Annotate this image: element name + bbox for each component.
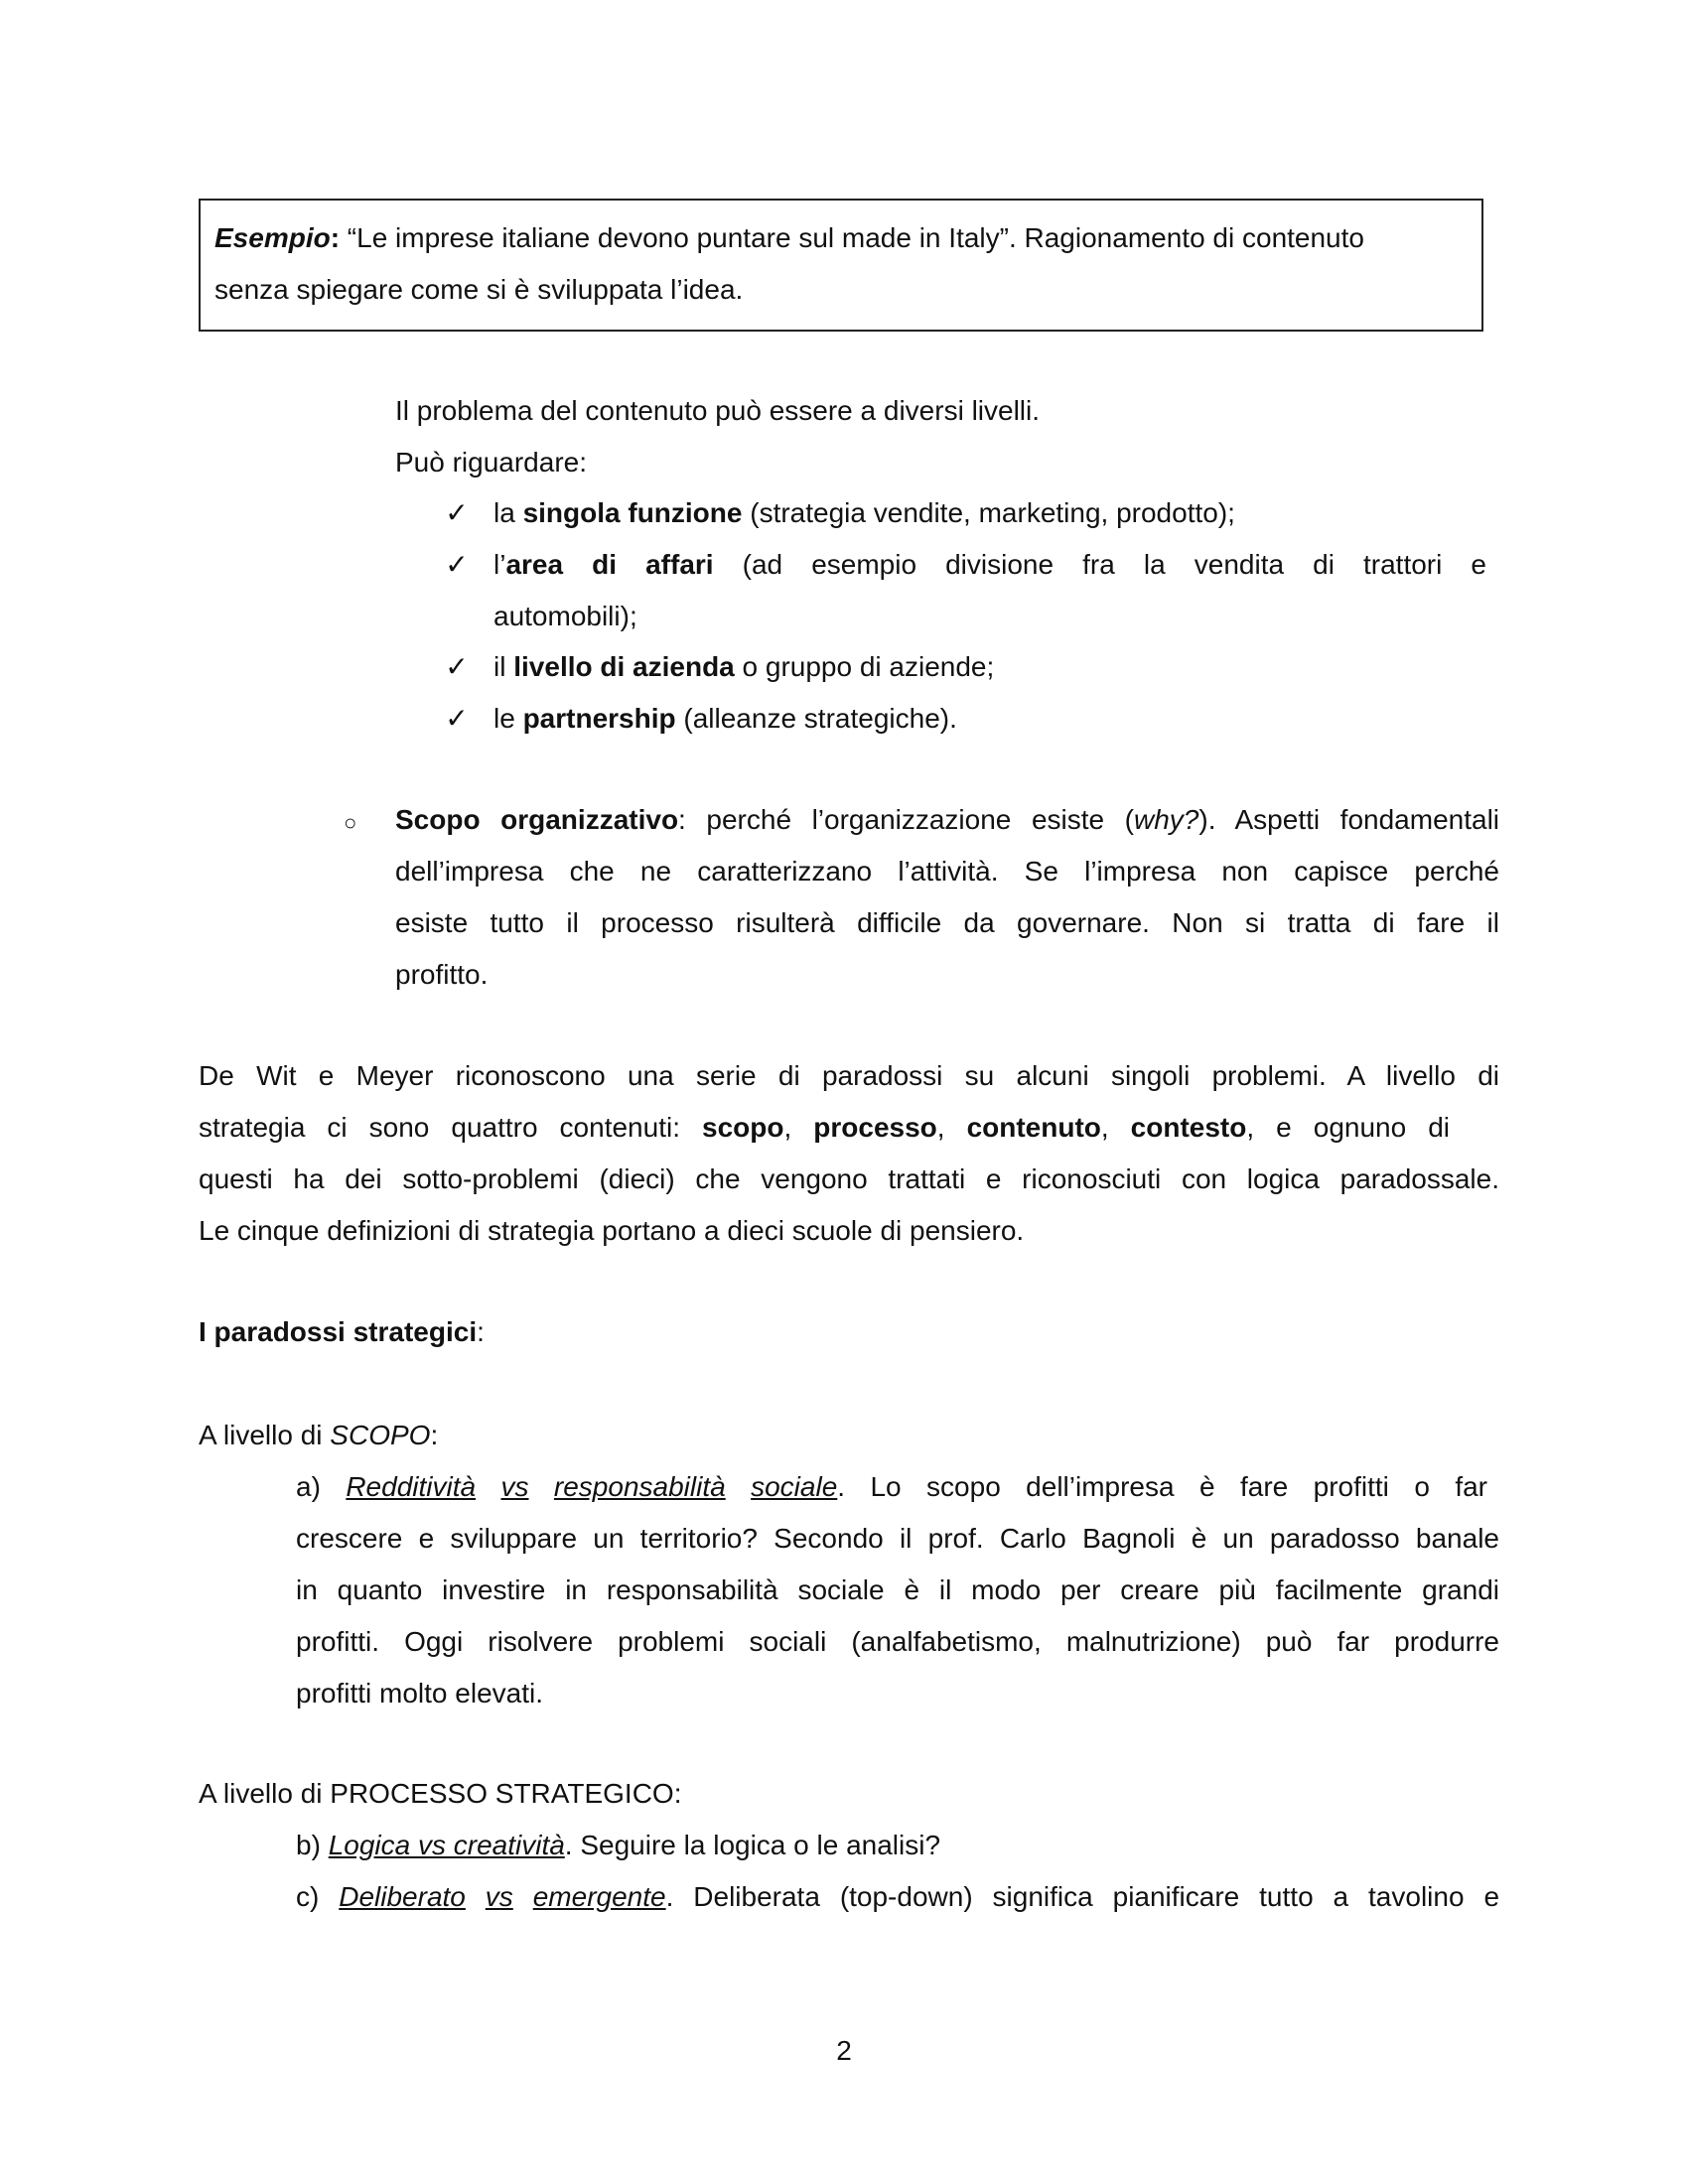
problem-lead: Può riguardare:: [395, 447, 588, 478]
checkmark-icon: ✓: [445, 651, 469, 682]
page-number: 2: [836, 2035, 852, 2066]
checkmark-icon: ✓: [445, 703, 469, 734]
example-line-2: senza spiegare come si è sviluppata l’idea.: [214, 274, 744, 305]
list-item: ✓ le partnership (alleanze strategiche).: [442, 693, 1494, 745]
example-label: Esempio: [214, 222, 331, 253]
scopo-level-heading: A livello di SCOPO:: [199, 1420, 439, 1450]
paradox-c: c) Deliberato vs emergente. Deliberata (top-down) significa pianificare tutto a tavolino e: [296, 1881, 1500, 1912]
processo-level-heading: A livello di PROCESSO STRATEGICO:: [199, 1778, 682, 1809]
example-box: [199, 199, 1483, 332]
problem-intro: Il problema del contenuto può essere a diversi livelli.: [395, 395, 1041, 426]
paradox-b: b) Logica vs creatività. Seguire la logica o le analisi?: [296, 1830, 941, 1860]
paradox-a: a) Redditività vs responsabilità sociale. Lo scopo dell’impresa è fare profitti o far crescere e sviluppare un territorio? Secondo il prof. Carlo Bagnoli è un paradosso banale in quanto investire in responsabilità sociale è il modo per creare più facilmente grandi profitti. Oggi risolvere problemi sociali (analfabetismo, malnutrizione) può far produrre profitti molto elevati.: [296, 1471, 1499, 1708]
list-item: ✓ il livello di azienda o gruppo di aziende;: [442, 641, 1494, 693]
paradossi-heading: I paradossi strategici:: [199, 1316, 485, 1347]
list-item: ✓ la singola funzione (strategia vendite, marketing, prodotto);: [442, 487, 1494, 539]
list-item: ✓ l’area di affari (ad esempio divisione fra la vendita di trattori e automobili);: [442, 539, 1494, 642]
checkmark-icon: ✓: [445, 497, 469, 528]
circle-bullet-icon: ○: [344, 810, 357, 835]
example-line-1: Esempio: “Le imprese italiane devono puntare sul made in Italy”. Ragionamento di contenuto: [214, 222, 1364, 253]
checkmark-icon: ✓: [445, 549, 469, 580]
scopo-paragraph: Scopo organizzativo: perché l’organizzazione esiste (why?). Aspetti fondamentali dell’impresa che ne caratterizzano l’attività. Se l’impresa non capisce perché esiste tutto il processo risulterà difficile da governare. Non si tratta di fare il profitto.: [395, 804, 1500, 990]
dewit-paragraph: De Wit e Meyer riconoscono una serie di paradossi su alcuni singoli problemi. A livello di strategia ci sono quattro contenuti: scopo, processo, contenuto, contesto, e ognuno di questi ha dei sotto-problemi (dieci) che vengono trattati e riconosciuti con logica paradossale. Le cinque definizioni di strategia portano a dieci scuole di pensiero.: [199, 1060, 1499, 1246]
scopo-label: Scopo organizzativo: [395, 804, 679, 835]
